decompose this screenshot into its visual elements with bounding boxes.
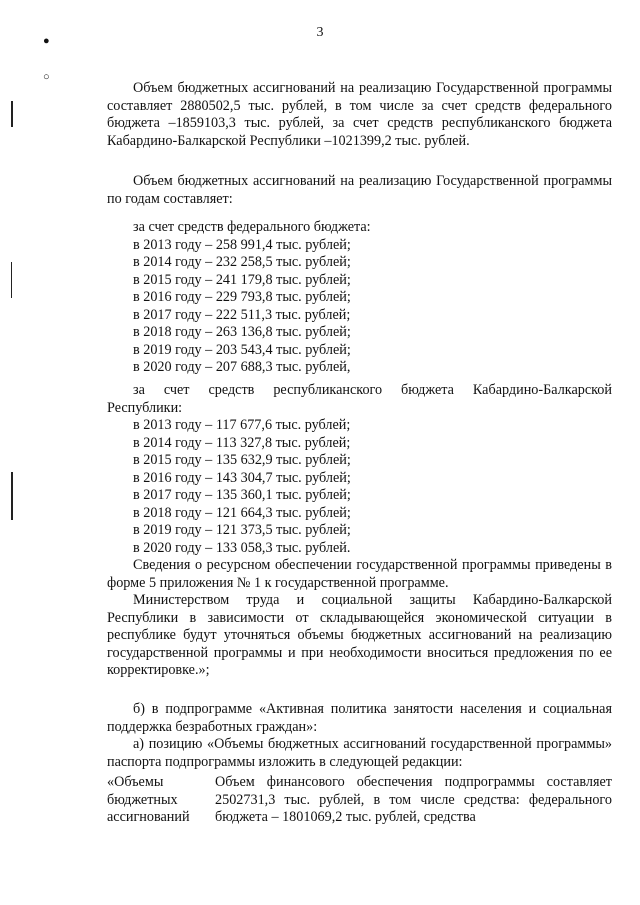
scan-mark: ○ xyxy=(43,71,50,83)
list-item: в 2014 году – 232 258,5 тыс. рублей; xyxy=(133,254,351,270)
list-item: в 2013 году – 117 677,6 тыс. рублей; xyxy=(133,417,351,433)
list-item: в 2019 году – 121 373,5 тыс. рублей; xyxy=(133,522,351,538)
paragraph-by-years xyxy=(107,173,612,208)
amendment-b xyxy=(107,701,612,771)
list-item: в 2019 году – 203 543,4 тыс. рублей; xyxy=(133,341,351,358)
scan-mark xyxy=(11,101,13,127)
federal-budget-list xyxy=(107,219,612,377)
paragraph-text: Объем бюджетных ассигнований на реализацию Государственной программы по годам составляет: xyxy=(107,173,612,207)
scan-mark xyxy=(11,472,13,520)
list-item: в 2020 году – 133 058,3 тыс. рублей. xyxy=(133,539,351,556)
list-item: в 2016 году – 229 793,8 тыс. рублей; xyxy=(133,289,351,305)
list-item: в 2016 году – 143 304,7 тыс. рублей; xyxy=(133,469,351,486)
table-value-cell: Объем финансового обеспечения подпрограммы составляет 2502731,3 тыс. рублей, в том числе средства: федерального бюджета – 1801069,2 тыс. рублей, средства xyxy=(215,774,612,825)
page-number: 3 xyxy=(316,25,324,40)
list-item: в 2017 году – 222 511,3 тыс. рублей; xyxy=(133,306,351,323)
list-item: в 2017 году – 135 360,1 тыс. рублей; xyxy=(133,487,351,503)
list-item: в 2015 году – 241 179,8 тыс. рублей; xyxy=(133,271,351,288)
republic-budget-list xyxy=(107,382,612,680)
federal-heading: за счет средств федерального бюджета: xyxy=(133,219,371,235)
paragraph-text: Объем бюджетных ассигнований на реализацию Государственной программы составляет 2880502,5 тыс. рублей, в том числе за счет средств федерального бюджета –1859103,3 тыс. рублей, за счет средств республиканского бюджета Кабардино-Балкарской Республики –1021399,2 тыс. рублей. xyxy=(107,80,612,149)
table-label-cell xyxy=(107,774,215,827)
table-label-line: бюджетных xyxy=(107,791,178,808)
list-item: в 2020 году – 207 688,3 тыс. рублей, xyxy=(133,359,351,375)
table-label-line: ассигнований xyxy=(107,809,190,825)
paragraph-subprogram: б) в подпрограмме «Активная политика занятости населения и социальная поддержка безработных граждан»: xyxy=(107,701,612,735)
paragraph-ministry: Министерством труда и социальной защиты Кабардино-Балкарской Республики в зависимости от складывающейся экономической ситуации в республике будут уточняться объемы бюджетных ассигнований на реализацию государственной программы и при необходимости вноситься предложения по ее корректировке.»; xyxy=(107,592,612,678)
paragraph-position: а) позицию «Объемы бюджетных ассигнований государственной программы» паспорта подпрограммы изложить в следующей редакции: xyxy=(107,736,612,770)
list-item: в 2015 году – 135 632,9 тыс. рублей; xyxy=(133,452,351,468)
list-item: в 2018 году – 121 664,3 тыс. рублей; xyxy=(133,504,351,521)
list-item: в 2018 году – 263 136,8 тыс. рублей; xyxy=(133,324,351,340)
table-label-line: «Объемы xyxy=(107,774,164,790)
scan-mark: ● xyxy=(43,35,50,47)
paragraph-resources: Сведения о ресурсном обеспечении государственной программы приведены в форме 5 приложения № 1 к государственной программе. xyxy=(107,557,612,591)
paragraph-total xyxy=(107,80,612,150)
passport-table xyxy=(107,774,612,827)
scan-mark xyxy=(11,262,12,298)
list-item: в 2014 году – 113 327,8 тыс. рублей; xyxy=(133,434,351,451)
list-item: в 2013 году – 258 991,4 тыс. рублей; xyxy=(133,236,351,253)
republic-heading: за счет средств республиканского бюджета Кабардино-Балкарской Республики: xyxy=(107,382,612,416)
